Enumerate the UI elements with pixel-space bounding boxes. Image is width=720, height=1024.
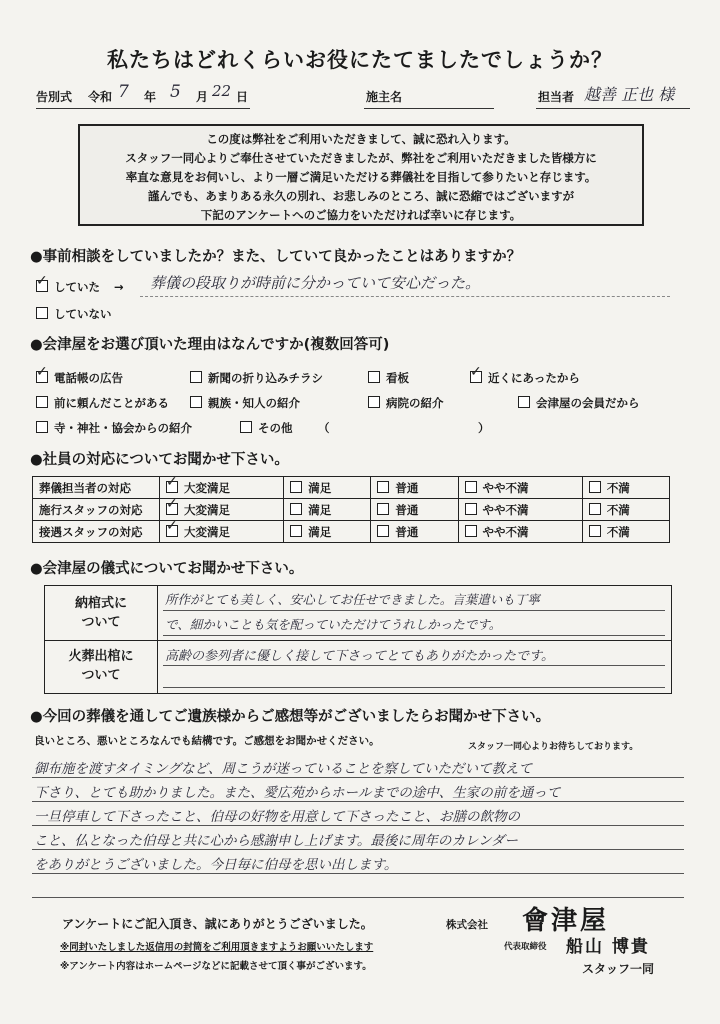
rating-cell[interactable]: やや不満 bbox=[458, 521, 582, 543]
q5-comment-line: 御布施を渡すタイミングなど、周こうが迷っていることを察していただいて教えて bbox=[34, 761, 533, 777]
staff-signature: スタッフ一同 bbox=[582, 962, 655, 976]
greeting-line: この度は弊社をご利用いただきまして、誠に恐れ入ります。 bbox=[206, 132, 516, 146]
ruled-line bbox=[163, 665, 665, 666]
rating-cell[interactable]: 満足 bbox=[284, 477, 371, 499]
chief-mourner-label: 施主名 bbox=[366, 90, 403, 104]
q5-comment-line: 一旦停車して下さったこと、伯母の好物を用意して下さったこと、お膳の飲物の bbox=[34, 809, 520, 825]
ruled-line bbox=[163, 687, 665, 688]
q1-dash-line bbox=[140, 296, 670, 297]
rating-cell[interactable]: 普通 bbox=[371, 521, 458, 543]
table-row bbox=[33, 477, 670, 499]
checkbox-icon[interactable] bbox=[190, 396, 202, 408]
rating-cell[interactable]: 普通 bbox=[371, 499, 458, 521]
rep-name: 船山 博貴 bbox=[566, 937, 650, 957]
checkbox-icon[interactable] bbox=[368, 371, 380, 383]
ruled-line bbox=[32, 825, 684, 826]
checkbox-icon[interactable] bbox=[290, 481, 302, 493]
ruled-line bbox=[163, 610, 665, 611]
rating-cell[interactable]: 不満 bbox=[582, 499, 669, 521]
company-logo: 會津屋 bbox=[522, 906, 610, 936]
rating-cell[interactable]: 満足 bbox=[284, 499, 371, 521]
row-label: 施行スタッフの対応 bbox=[33, 499, 160, 521]
q2-option[interactable]: 看板 bbox=[368, 370, 409, 386]
encoffin-box bbox=[44, 585, 672, 641]
checkbox-icon[interactable] bbox=[377, 525, 389, 537]
encoffin-comment-line: で、細かいことも気を配っていただけてうれしかったです。 bbox=[165, 617, 502, 632]
checkbox-icon[interactable] bbox=[36, 307, 48, 319]
q2-option[interactable]: その他 bbox=[240, 420, 293, 436]
q5-heading: ●今回の葬儀を通してご遺族様からご感想等がございましたらお聞かせ下さい。 bbox=[30, 709, 551, 725]
q2-option[interactable]: 前に頼んだことがある bbox=[36, 395, 169, 411]
arrow-icon: → bbox=[114, 280, 124, 294]
q1-heading: ●事前相談をしていましたか？また、していて良かったことはありますか？ bbox=[30, 249, 522, 265]
checkbox-checked-icon[interactable] bbox=[36, 280, 48, 292]
checkbox-checked-icon[interactable] bbox=[166, 525, 178, 537]
table-row bbox=[33, 499, 670, 521]
ruled-line bbox=[163, 635, 665, 636]
date-underline bbox=[36, 108, 250, 109]
q2-option[interactable]: 寺・神社・協会からの紹介 bbox=[36, 420, 192, 436]
q5-comment-line: 下さり、とても助かりました。また、愛広苑からホールまでの途中、生家の前を通って bbox=[34, 785, 561, 801]
cremation-box bbox=[44, 639, 672, 694]
ceremony-label: 告別式 bbox=[36, 90, 73, 104]
era-label: 令和 bbox=[88, 90, 113, 104]
checkbox-icon[interactable] bbox=[589, 525, 601, 537]
footer-note-envelope: ※同封いたしました返信用の封筒をご利用頂きますようお願いいたします bbox=[60, 942, 374, 953]
ruled-line bbox=[32, 777, 684, 778]
checkbox-checked-icon[interactable] bbox=[470, 371, 482, 383]
q5-staff-note: スタッフ一同心よりお待ちしております。 bbox=[468, 742, 639, 752]
rating-cell[interactable]: やや不満 bbox=[458, 477, 582, 499]
q5-subtext: 良いところ、悪いところなんでも結構です。ご感想をお聞かせください。 bbox=[34, 735, 380, 747]
q3-heading: ●社員の対応についてお聞かせ下さい。 bbox=[30, 452, 289, 468]
q2-other-paren-close: ） bbox=[478, 421, 490, 435]
q1-option-no[interactable]: していない bbox=[36, 306, 112, 322]
encoffin-label: 納棺式に ついて bbox=[45, 586, 158, 640]
cremation-comment-line: 高齢の参列者に優しく接して下さってとてもありがたかったです。 bbox=[165, 649, 554, 664]
day-value: 22 bbox=[212, 82, 232, 100]
greeting-line: 下記のアンケートへのご協力をいただければ幸いに存じます。 bbox=[200, 208, 522, 222]
company-prefix: 株式会社 bbox=[446, 919, 488, 931]
day-unit: 日 bbox=[236, 90, 249, 104]
checkbox-checked-icon[interactable] bbox=[36, 371, 48, 383]
q4-heading: ●会津屋の儀式についてお聞かせ下さい。 bbox=[30, 561, 304, 577]
greeting-box bbox=[78, 124, 644, 226]
checkbox-icon[interactable] bbox=[465, 503, 477, 515]
q5-comment-line: をありがとうございました。今日毎に伯母を思い出します。 bbox=[34, 857, 398, 873]
ruled-line bbox=[32, 801, 684, 802]
staff-underline bbox=[536, 108, 690, 109]
checkbox-icon[interactable] bbox=[290, 503, 302, 515]
checkbox-icon[interactable] bbox=[368, 396, 380, 408]
q1-comment: 葬儀の段取りが時前に分かっていて安心だった。 bbox=[150, 274, 481, 292]
rep-title: 代表取締役 bbox=[504, 942, 547, 952]
checkbox-icon[interactable] bbox=[589, 503, 601, 515]
greeting-line: スタッフ一同心よりご奉仕させていただきましたが、弊社をご利用いただきました皆様方に bbox=[125, 151, 597, 165]
checkbox-checked-icon[interactable] bbox=[166, 481, 178, 493]
q5-comment-line: こと、仏となった伯母と共に心から感謝申し上げます。最後に周年のカレンダー bbox=[34, 833, 519, 849]
checkbox-icon[interactable] bbox=[190, 371, 202, 383]
greeting-line: 率直な意見をお伺いし、より一層ご満足いただける葬儀社を目指して参りたいと存じます。 bbox=[125, 170, 597, 184]
q2-other-paren-open: （ bbox=[318, 421, 330, 435]
q1-option-yes[interactable]: ✓していた → bbox=[36, 279, 124, 295]
rating-cell[interactable]: やや不満 bbox=[458, 499, 582, 521]
q2-option[interactable]: 病院の紹介 bbox=[368, 395, 444, 411]
checkbox-icon[interactable] bbox=[36, 421, 48, 433]
rating-cell[interactable]: 不満 bbox=[582, 521, 669, 543]
rating-cell[interactable]: 満足 bbox=[284, 521, 371, 543]
row-label: 接遇スタッフの対応 bbox=[33, 521, 160, 543]
footer-note-homepage: ※アンケート内容はホームページなどに記載させて頂く事がございます。 bbox=[60, 961, 372, 972]
checkbox-icon[interactable] bbox=[240, 421, 252, 433]
row-label: 葬儀担当者の対応 bbox=[33, 477, 160, 499]
cremation-label: 火葬出棺に ついて bbox=[45, 639, 158, 693]
ruled-line bbox=[32, 873, 684, 874]
checkbox-checked-icon[interactable] bbox=[166, 503, 178, 515]
month-value: 5 bbox=[170, 82, 181, 102]
checkbox-icon[interactable] bbox=[377, 481, 389, 493]
greeting-line: 謹んでも、あまりある永久の別れ、お悲しみのところ、誠に恐縮ではございますが bbox=[147, 189, 575, 203]
checkbox-icon[interactable] bbox=[589, 481, 601, 493]
q2-option[interactable]: ✓電話帳の広告 bbox=[36, 370, 123, 386]
year-value: 7 bbox=[118, 82, 129, 102]
rating-cell[interactable]: ✓ 大変満足 bbox=[160, 499, 284, 521]
staff-rating-table bbox=[32, 476, 670, 543]
checkbox-icon[interactable] bbox=[36, 396, 48, 408]
q2-heading: ●会津屋をお選び頂いた理由はなんですか(複数回答可) bbox=[30, 337, 390, 353]
rating-cell[interactable]: 不満 bbox=[582, 477, 669, 499]
checkbox-icon[interactable] bbox=[290, 525, 302, 537]
q2-option[interactable]: 会津屋の会員だから bbox=[518, 395, 640, 411]
checkbox-icon[interactable] bbox=[377, 503, 389, 515]
checkbox-icon[interactable] bbox=[518, 396, 530, 408]
encoffin-comment-line: 所作がとても美しく、安心してお任せできました。言葉遣いも丁寧 bbox=[165, 592, 540, 607]
q2-option[interactable]: 親族・知人の紹介 bbox=[190, 395, 300, 411]
staff-value: 越善 正也 様 bbox=[584, 85, 675, 104]
chief-mourner-underline bbox=[364, 108, 494, 109]
rating-cell[interactable]: 普通 bbox=[371, 477, 458, 499]
year-unit: 年 bbox=[144, 90, 157, 104]
survey-title: 私たちはどれくらいお役にたてましたでしょうか？ bbox=[107, 48, 613, 72]
table-row bbox=[33, 521, 670, 543]
ruled-line bbox=[32, 897, 684, 898]
q2-option[interactable]: 新聞の折り込みチラシ bbox=[190, 370, 323, 386]
checkbox-icon[interactable] bbox=[465, 481, 477, 493]
footer-thanks: アンケートにご記入頂き、誠にありがとうございました。 bbox=[62, 917, 373, 931]
staff-label: 担当者 bbox=[538, 90, 575, 104]
ruled-line bbox=[32, 849, 684, 850]
rating-cell[interactable]: ✓ 大変満足 bbox=[160, 477, 284, 499]
q2-option[interactable]: ✓ 近くにあったから bbox=[470, 370, 580, 386]
checkbox-icon[interactable] bbox=[465, 525, 477, 537]
rating-cell[interactable]: ✓ 大変満足 bbox=[160, 521, 284, 543]
month-unit: 月 bbox=[196, 90, 209, 104]
